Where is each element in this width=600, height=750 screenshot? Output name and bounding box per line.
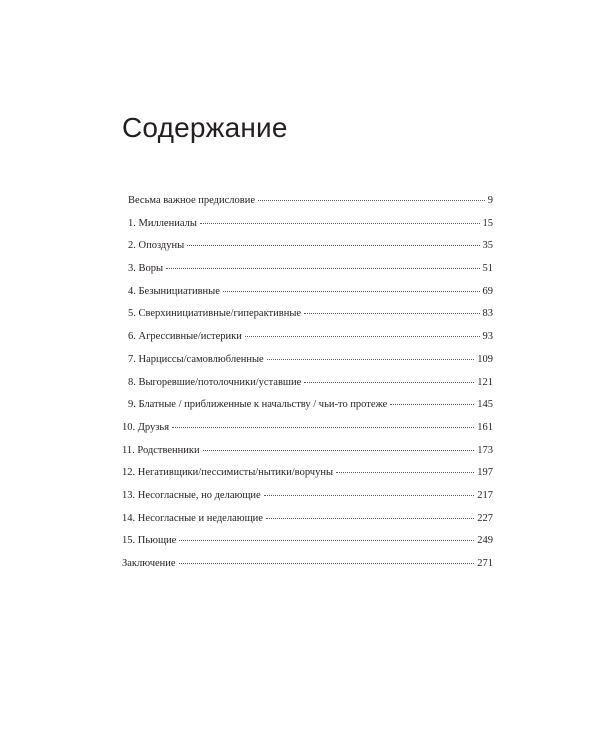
toc-entry-label: 7. Нарциссы/самовлюбленные [128, 353, 264, 365]
toc-entry-page: 69 [482, 285, 493, 297]
dot-leader [336, 472, 474, 473]
toc-entry-page: 93 [482, 331, 493, 343]
toc-entry-chapter-3[interactable] [122, 263, 493, 286]
toc-entry-label: 8. Выгоревшие/потолочники/уставшие [128, 376, 302, 388]
toc-entry-conclusion[interactable] [122, 558, 493, 581]
dot-leader [223, 291, 480, 292]
dot-leader [266, 518, 474, 519]
dot-leader [187, 245, 479, 246]
toc-entry-label: 3. Воры [128, 263, 164, 275]
dot-leader [172, 427, 474, 428]
dot-leader [258, 200, 485, 201]
toc-entry-chapter-9[interactable] [122, 399, 493, 422]
toc-entry-label: 6. Агрессивные/истерики [128, 331, 242, 343]
toc-entry-page: 217 [477, 489, 493, 501]
toc-entry-page: 271 [477, 558, 493, 569]
table-of-contents [122, 195, 493, 581]
toc-entry-label: 12. Негативщики/пессимисты/нытики/ворчуны [122, 467, 334, 479]
dot-leader [179, 563, 475, 564]
toc-entry-page: 197 [477, 467, 493, 479]
toc-entry-chapter-10[interactable] [122, 422, 493, 445]
toc-entry-preface[interactable] [122, 195, 493, 218]
toc-entry-label: Весьма важное предисловие [128, 195, 255, 206]
page-title: Содержание [122, 112, 288, 143]
toc-entry-page: 9 [487, 195, 493, 206]
toc-entry-chapter-4[interactable] [122, 286, 493, 309]
toc-entry-page: 15 [482, 217, 493, 229]
toc-entry-label: 9. Блатные / приближенные к начальству / чьи-то протеже [128, 399, 388, 411]
toc-entry-label: 11. Родственники [122, 444, 200, 456]
toc-entry-label: 5. Сверхинициативные/гиперактивные [128, 308, 302, 320]
toc-entry-label: 14. Несогласные и неделающие [122, 512, 263, 524]
toc-entry-chapter-5[interactable] [122, 308, 493, 331]
toc-entry-page: 145 [477, 399, 493, 411]
toc-entry-label: Заключение [122, 558, 176, 569]
toc-entry-chapter-6[interactable] [122, 331, 493, 354]
toc-entry-chapter-12[interactable] [122, 467, 493, 490]
toc-entry-chapter-15[interactable] [122, 535, 493, 558]
toc-entry-page: 161 [477, 421, 493, 433]
toc-entry-page: 121 [477, 376, 493, 388]
dot-leader [390, 404, 474, 405]
toc-entry-label: 15. Пьющие [122, 535, 177, 547]
toc-entry-page: 173 [477, 444, 493, 456]
dot-leader [267, 359, 475, 360]
dot-leader [304, 382, 474, 383]
dot-leader [200, 223, 480, 224]
toc-entry-chapter-2[interactable] [122, 240, 493, 263]
toc-entry-chapter-13[interactable] [122, 490, 493, 513]
dot-leader [166, 268, 479, 269]
dot-leader [203, 450, 475, 451]
toc-entry-label: 13. Несогласные, но делающие [122, 489, 261, 501]
toc-entry-chapter-1[interactable] [122, 218, 493, 241]
toc-entry-label: 2. Опоздуны [128, 240, 185, 252]
dot-leader [304, 313, 479, 314]
toc-entry-page: 83 [482, 308, 493, 320]
dot-leader [264, 495, 475, 496]
toc-entry-chapter-11[interactable] [122, 445, 493, 468]
toc-entry-label: 4. Безынициативные [128, 285, 220, 297]
toc-entry-page: 35 [482, 240, 493, 252]
toc-entry-chapter-8[interactable] [122, 377, 493, 400]
toc-entry-page: 227 [477, 512, 493, 524]
toc-entry-chapter-7[interactable] [122, 354, 493, 377]
toc-entry-page: 249 [477, 535, 493, 547]
dot-leader [245, 336, 480, 337]
toc-entry-page: 109 [477, 353, 493, 365]
toc-entry-label: 10. Друзья [122, 421, 170, 433]
toc-entry-chapter-14[interactable] [122, 513, 493, 536]
toc-entry-page: 51 [482, 263, 493, 275]
toc-entry-label: 1. Миллениалы [128, 217, 197, 229]
dot-leader [179, 540, 474, 541]
